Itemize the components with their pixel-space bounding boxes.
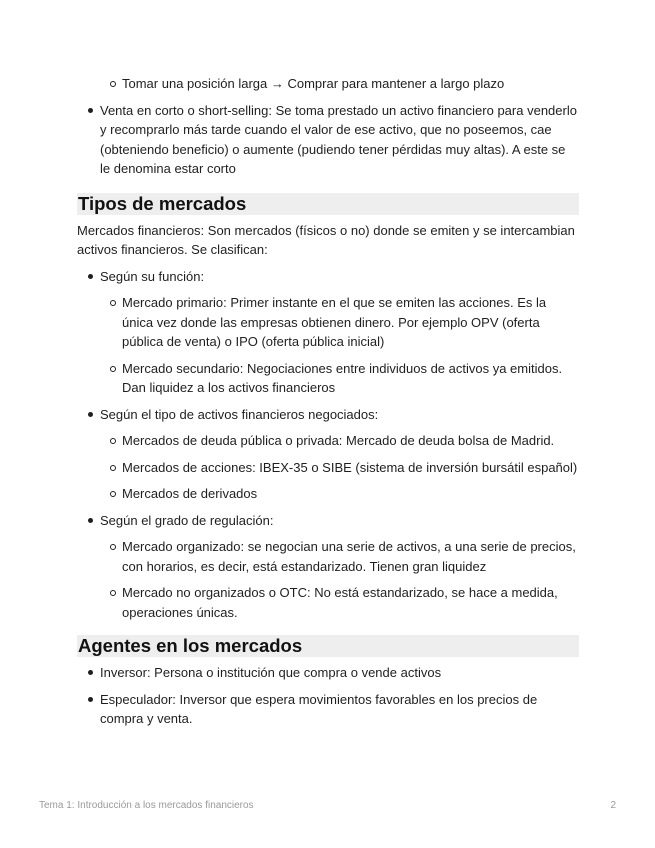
list-item: Especulador: Inversor que espera movimientos favorables en los precios de compra y venta. xyxy=(77,690,579,729)
footer-page-number: 2 xyxy=(610,800,616,811)
section-intro: Mercados financieros: Son mercados (físicos o no) donde se emiten y se intercambian activos financieros. Se clasifican: xyxy=(77,222,575,257)
list-item xyxy=(77,405,579,504)
agents-list xyxy=(77,663,579,729)
list-item: Mercado organizado: se negocian una serie de activos, a una serie de precios, con horarios, es decir, está estandarizado. Tienen gran liquidez xyxy=(100,537,579,576)
list-item: Venta en corto o short-selling: Se toma prestado un activo financiero para venderlo y recomprarlo más tarde cuando el valor de ese activo, que no poseemos, cae (obteniendo beneficio) o aumente (pudiendo tener pérdidas muy altas). A este se le denomina estar corto xyxy=(77,101,579,179)
list-item: Tomar una posición larga → Comprar para mantener a largo plazo xyxy=(100,74,579,94)
sublist xyxy=(100,537,579,622)
section-heading-agentes: Agentes en los mercados xyxy=(77,635,579,657)
page-content xyxy=(77,74,579,736)
market-types-list xyxy=(77,267,579,623)
sublist xyxy=(100,431,579,504)
section-heading-tipos: Tipos de mercados xyxy=(77,193,579,215)
footer-title: Tema 1: Introducción a los mercados financieros xyxy=(39,800,254,811)
continued-sublist xyxy=(77,74,579,94)
group-label: Según su función: xyxy=(100,268,205,284)
list-item: Mercado no organizados o OTC: No está estandarizado, se hace a medida, operaciones únicas. xyxy=(100,583,579,622)
group-label: Según el grado de regulación: xyxy=(100,512,274,528)
list-item: Mercados de derivados xyxy=(100,484,579,504)
list-item: Mercado secundario: Negociaciones entre individuos de activos ya emitidos. Dan liquidez a los activos financieros xyxy=(100,359,579,398)
list-item xyxy=(77,267,579,398)
list-item: Mercados de deuda pública o privada: Mercado de deuda bolsa de Madrid. xyxy=(100,431,579,451)
list-item: Inversor: Persona o institución que compra o vende activos xyxy=(77,663,579,683)
sublist xyxy=(100,293,579,398)
list-item: Mercados de acciones: IBEX-35 o SIBE (sistema de inversión bursátil español) xyxy=(100,458,579,478)
group-label: Según el tipo de activos financieros negociados: xyxy=(100,406,379,422)
list-item: Mercado primario: Primer instante en el que se emiten las acciones. Es la única vez donde las empresas obtienen dinero. Por ejemplo OPV (oferta pública de venta) o IPO (oferta pública inicial) xyxy=(100,293,579,352)
list-item xyxy=(77,511,579,623)
continued-list xyxy=(77,101,579,179)
